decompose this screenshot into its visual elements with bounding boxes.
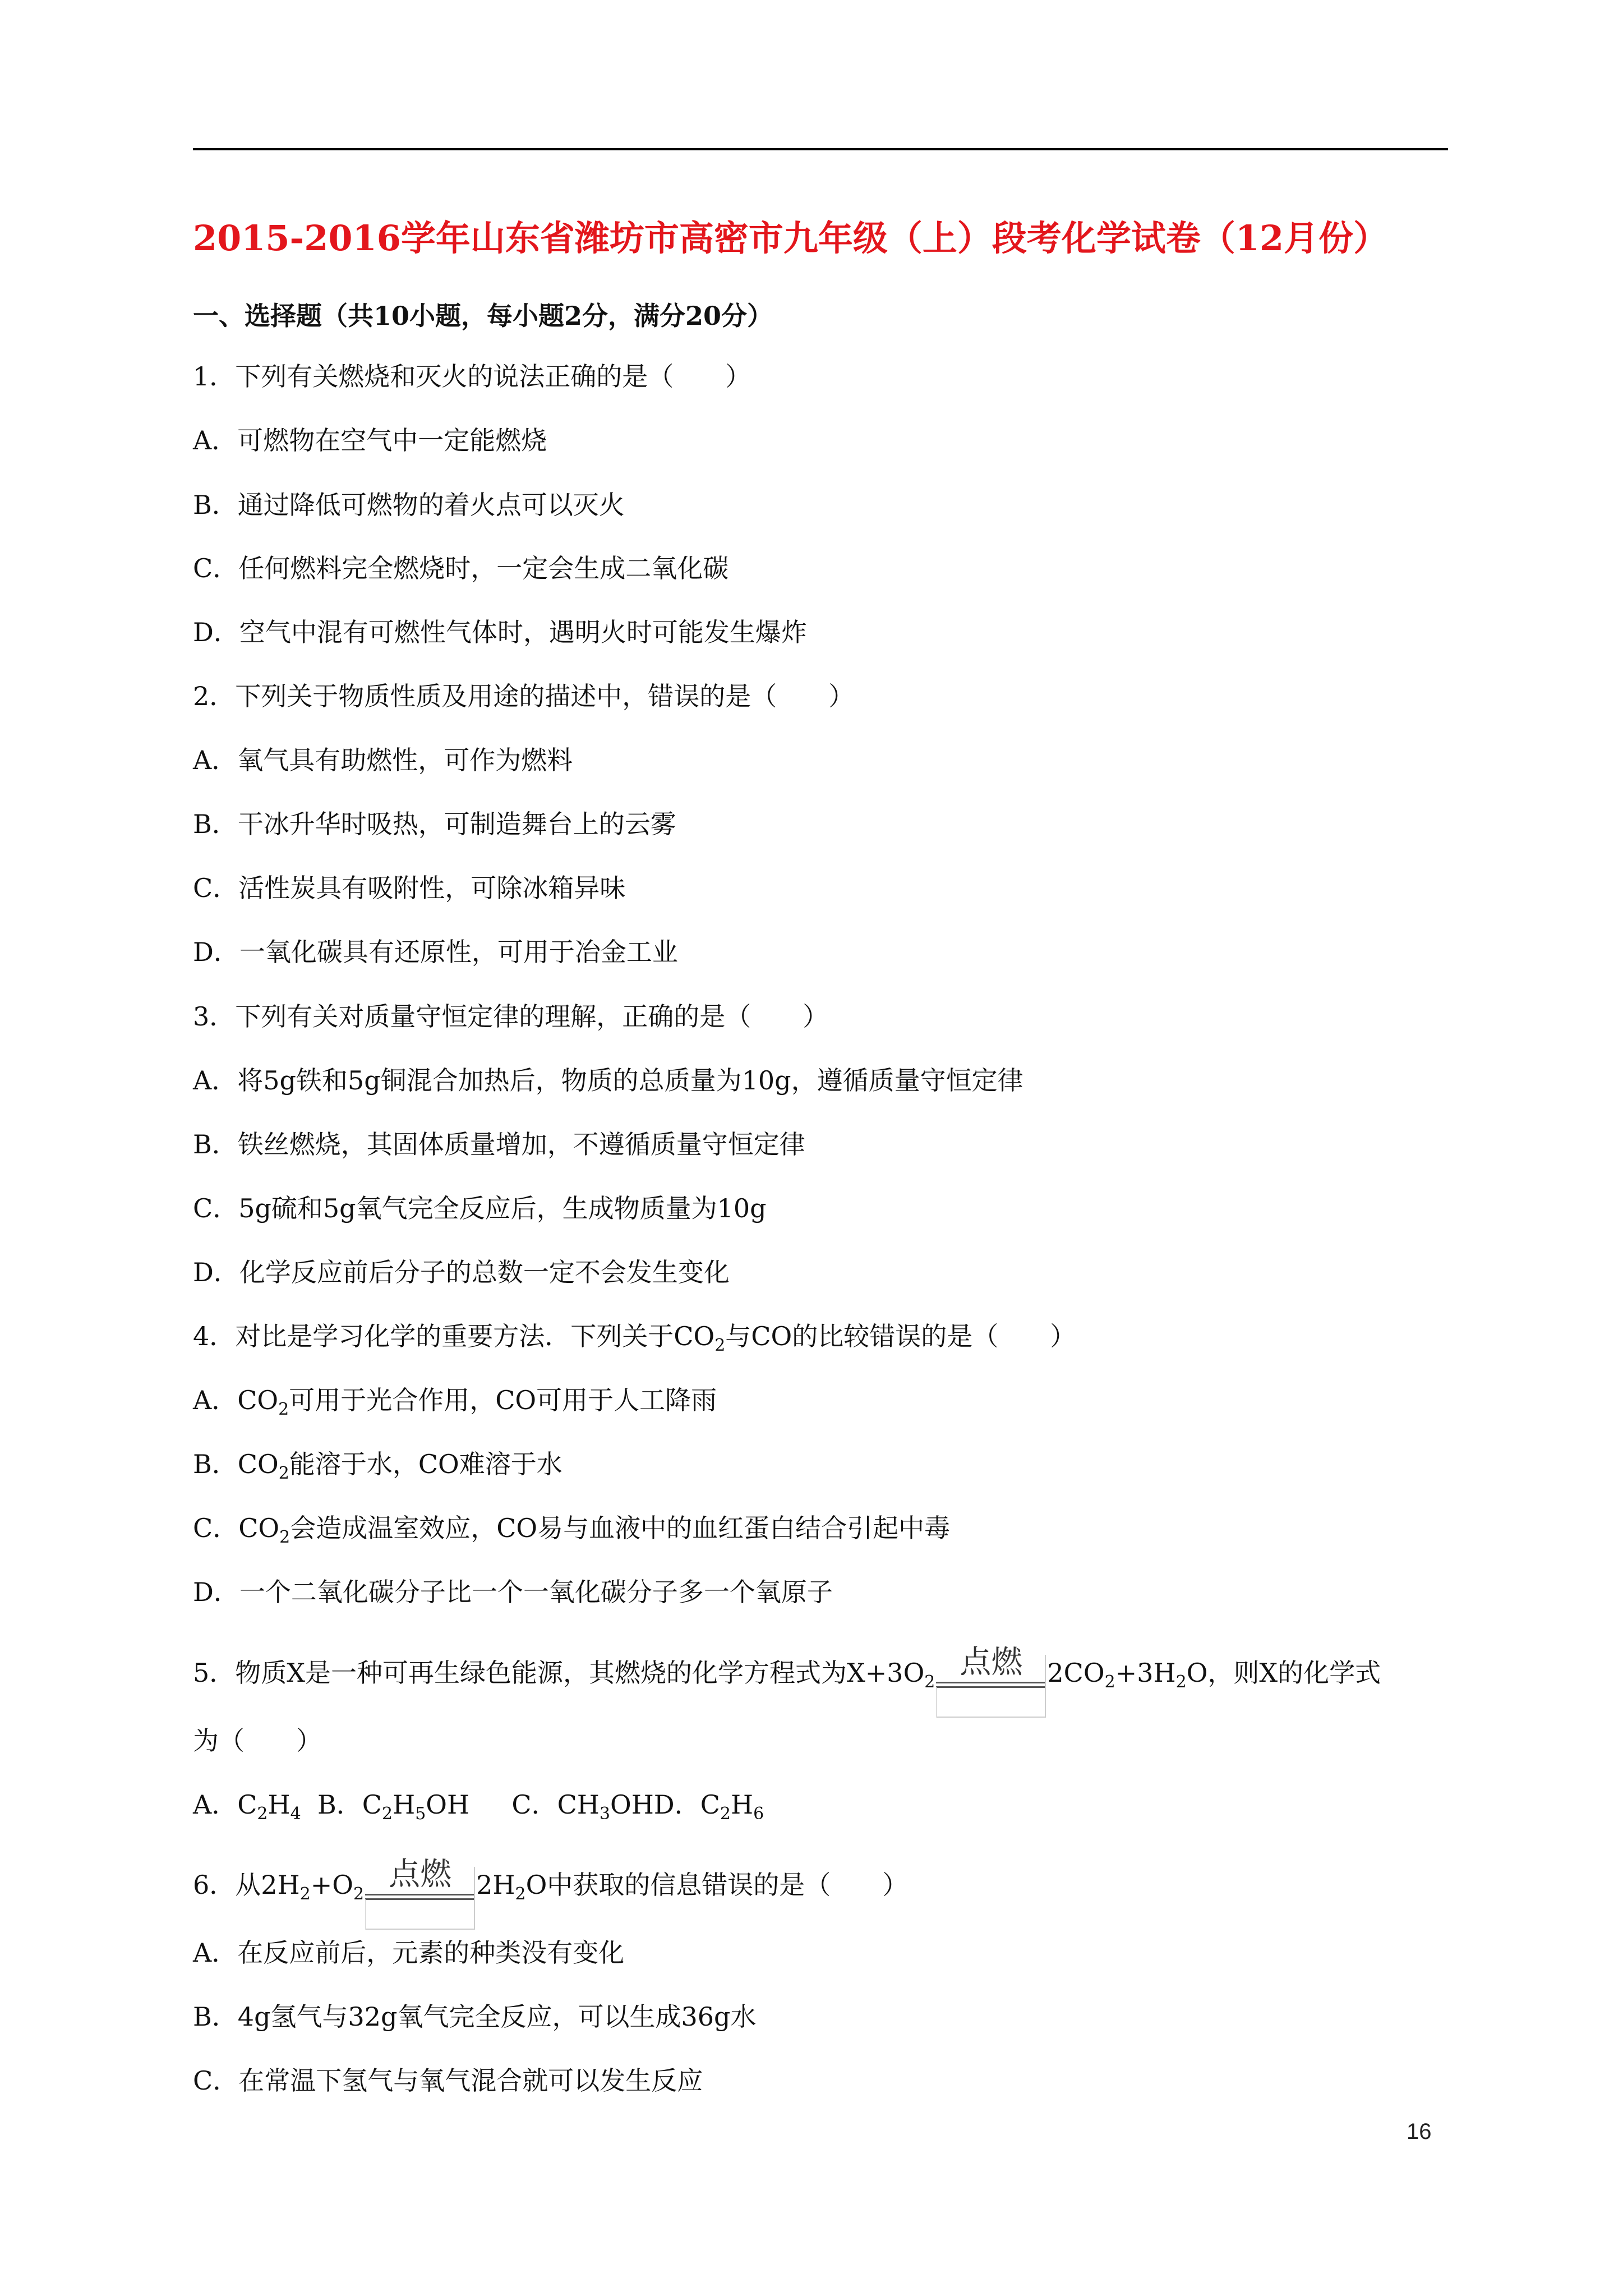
exam-title: 2015-2016学年山东省潍坊市高密市九年级（上）段考化学试卷（12月份） [193,218,1389,259]
question-6-option-c: C．在常温下氢气与氧气混合就可以发生反应 [193,2065,703,2096]
question-2-option-d: D．一氧化碳具有还原性，可用于冶金工业 [193,937,678,967]
question-1-option-d: D．空气中混有可燃性气体时，遇明火时可能发生爆炸 [193,617,807,647]
question-3-option-d: D．化学反应前后分子的总数一定不会发生变化 [193,1257,730,1287]
question-4-option-c: C．$CO_2$会造成温室效应，CO易与血液中的血红蛋白结合引起中毒 [193,1513,951,1547]
question-3-stem: 3．下列有关对质量守恒定律的理解，正确的是（ ） [193,1001,829,1032]
question-1-option-b: B．通过降低可燃物的着火点可以灭火 [193,490,625,520]
question-2-stem: 2．下列关于物质性质及用途的描述中，错误的是（ ） [193,681,855,711]
question-4-stem: 4．对比是学习化学的重要方法．下列关于$CO_2$与CO的比较错误的是（ ） [193,1321,1076,1355]
question-4-option-b: B．$CO_2$能溶于水，CO难溶于水 [193,1449,562,1483]
question-1-option-a: A．可燃物在空气中一定能燃烧 [193,425,547,455]
question-2-option-b: B．干冰升华时吸热，可制造舞台上的云雾 [193,809,676,839]
question-6-stem: 6．从$2H_2+O_2$ 点燃 $2H_2O$中获取的信息错误的是（ ） [193,1859,908,1915]
question-4-option-a: A．$CO_2$可用于光合作用，CO可用于人工降雨 [193,1385,717,1419]
question-5-options: A．$C_2H_4$ B．$C_2H_5OH$ C．$CH_3OHD$．$C_2H_6$ [193,1789,764,1824]
section-heading: 一、选择题（共10小题，每小题2分，满分20分） [193,301,773,331]
header-rule [193,148,1448,150]
question-4-option-d: D．一个二氧化碳分子比一个一氧化碳分子多一个氧原子 [193,1577,833,1607]
page-number: 16 [1407,2119,1432,2144]
question-1-option-c: C．任何燃料完全燃烧时，一定会生成二氧化碳 [193,553,729,583]
reaction-condition-arrow: 点燃 [365,1859,475,1915]
question-3-option-a: A．将5g铁和5g铜混合加热后，物质的总质量为10g，遵循质量守恒定律 [193,1065,1023,1096]
question-6-option-b: B．4g氢气与32g氧气完全反应，可以生成36g水 [193,2001,757,2032]
question-5-stem: 5．物质X是一种可再生绿色能源，其燃烧的化学方程式为$X+3O_2$ 点燃 $2CO_2+3H_2O$，则X的化学式 [193,1647,1381,1703]
question-6-option-a: A．在反应前后，元素的种类没有变化 [193,1938,625,1968]
reaction-condition-arrow: 点燃 [936,1647,1046,1703]
question-5-stem-continued: 为（ ） [193,1726,322,1756]
question-1-stem: 1．下列有关燃烧和灭火的说法正确的是（ ） [193,361,751,392]
question-2-option-c: C．活性炭具有吸附性，可除冰箱异味 [193,873,626,903]
question-3-option-b: B．铁丝燃烧，其固体质量增加，不遵循质量守恒定律 [193,1129,805,1159]
question-2-option-a: A．氧气具有助燃性，可作为燃料 [193,745,573,775]
question-3-option-c: C．5g硫和5g氧气完全反应后，生成物质量为10g [193,1193,767,1223]
